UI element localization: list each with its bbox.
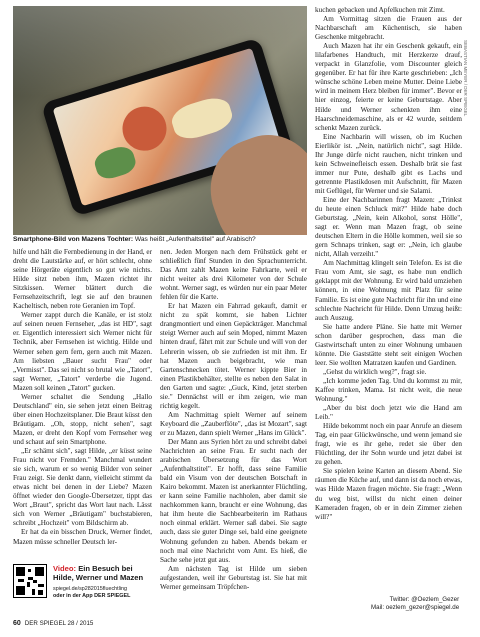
paragraph: „Er schämt sich", sagt Hilde, „er küsst seine Frau nicht vor Fremden." Manchmal wundert sie sich, warum er so wenig Bilder von seiner Frau zeigt. Sie denkt dann, vielleicht stimmt da etwas nicht bei denen in der Liebe? Mazen öffnet wieder den Google-Übersetzer, tippt das Wort „Braut", spricht das Wort laut nach. Lässt sich von Werner „Bräutigam" buchstabieren, schreibt „Hochzeit" vom Bildschirm ab. (13, 447, 152, 528)
article-photo (13, 6, 307, 235)
page-number: 60 (13, 620, 21, 627)
paragraph: Auch Mazen hat ihr ein Geschenk gekauft, ein lilafarbenes Handtuch, mit Herzkerze drauf, verpackt in Glanzfolie, vom Discounter gleich gegenüber. Er hat für ihre Karte geschrieben: „Ich wünsche schöne Leben meine Mutter. Deine Liebe wird in meinem Herz bleiben für immer". Bevor er hier einzog, feierte er keine Geburtstage. Aber Hilde und Werner schenkten ihm eine Haarschneidemaschine, als er 42 wurde, seitdem schenkt Mazen zurück. (315, 42, 462, 132)
video-promo[interactable] (13, 560, 152, 604)
paragraph: „Gehst du wirklich weg?", fragt sie. (323, 367, 427, 376)
photo-caption (13, 236, 313, 244)
paragraph: Er hat da ein bisschen Druck, Werner findet, Mazen müsse schneller Deutsch ler- (13, 528, 152, 546)
screen-fruit-cream (168, 93, 235, 143)
paragraph: Eine Nachbarin will wissen, ob im Kuchen Eierlikör ist. „Nein, natürlich nicht", sagt Hilde. Ihr Junge dürfe nicht rauchen, nicht trinken und kein Schweinefleisch essen. Deshalb brät sie fast immer nur Pute, deshalb gibt es Lachs und getrennte Plastikdosen mit Aufschnitt, für Mazen mit Geflügel, für Werner und sie Salami. (315, 132, 462, 195)
article-column-2 (160, 248, 307, 592)
paragraph: nen. Jeden Morgen nach dem Frühstück geht er schließlich fünf Stunden in den Sprachunterricht. Das Amt zahlt Mazen keine Fahrkarte, weil er nicht weiter als drei Kilometer von der Schule wohnt. Werner sagt, es würden nur ein paar Meter fehlen für die Karte. (160, 248, 307, 302)
paragraph: Hilde bekommt noch ein paar Anrufe an diesem Tag, ein paar Glückwünsche, und wenn jemand sie fragt, wie es ihr gehe, redet sie über den Flüchtling, der ihr Sohn wurde und jetzt dabei ist zu gehen. (315, 422, 462, 467)
paragraph: Werner schaltet die Sendung „Hallo Deutschland" ein, sie sehen jetzt einen Beitrag über einen Hochzeitsplaner. Die Braut küsst den Bräutigam. „Oh, stopp, nicht sehen", sagt Mazen, er dreht den Kopf vom Fernseher weg und schaut auf sein Smartphone. (13, 392, 152, 446)
paragraph: Der Mann aus Syrien hört zu und schreibt dabei Nachrichten an seine Frau. Er sucht nach der arabischen Übersetzung für das Wort „Aufenthaltstitel". Er hofft, dass seine Familie bald ein Visum von der deutschen Botschaft in Kairo bekommt. Mazen ist anerkannter Flüchtling, er kann seine Familie nachholen, aber damit sie nachkommen kann, braucht er eine Wohnung, das hat ihm heute die Sachbearbeiterin im Rathaus noch einmal erklärt. Werner saß dabei. Sie sagte auch, dass sie guter Dinge sei, bald eine geeignete Wohnung gefunden zu haben. Abends bekam er noch mal eine Nachricht vom Amt. Es hieß, die Sache sehe jetzt gut aus. (160, 437, 307, 564)
paragraph: Am Nachmittag spielt Werner auf seinem Keyboard die „Zauberflöte", „das ist Mozart", sagt er zu Mazen, dann spielt Werner „Hans im Glück". (160, 410, 307, 437)
paragraph: „Aber du bist doch jetzt wie die Hand am Leib." (315, 404, 462, 422)
article-column-3 (315, 6, 462, 522)
paragraph: Am nächsten Tag ist Hilde um sieben aufgestanden, weil ihr Geburtstag ist. Sie hat mit Werner gemeinsam Tröpfchen- (160, 564, 307, 591)
caption-lead: Smartphone-Bild von Mazens Tochter: (13, 236, 134, 243)
author-mail[interactable]: Mail: oezlem_gezer@spiegel.de (371, 604, 460, 611)
paragraph: Am Nachmittag klingelt sein Telefon. Es ist die Frau vom Amt, sie sagt, es habe nun endlich geklappt mit der Wohnung. Er wird bald umziehen können, in eine Wohnung mit Platz für seine Familie. Es ist eine gute Nachricht für ihn und eine schlechte Nachricht für Hilde. Denn Umzug heißt: auch Auszug. (315, 259, 462, 322)
paragraph: hilfe und hält die Fernbedienung in der Hand, er dreht die Lautstärke auf, er hört schlecht, ohne seine Hörgeräte eigentlich so gut wie nichts. Hilde sitzt neben ihm, Mazen richtet ihr Sitzkissen. Werner blättert durch die Fernsehzeitschrift, legt sie auf den braunen Kacheltisch, neben rote Geranien im Topf. (13, 248, 152, 311)
video-link-note (53, 586, 173, 599)
qr-code-icon[interactable] (13, 564, 47, 598)
paragraph: kuchen gebacken und Apfelkuchen mit Zimt. (315, 6, 445, 14)
issue-label: DER SPIEGEL 28 / 2015 (24, 620, 94, 627)
video-title[interactable] (53, 564, 153, 582)
paragraph: „Ich komme jeden Tag. Und du kommst zu mir, Kaffee trinken, Mama. Ist nicht weit, die neue Wohnung." (315, 376, 462, 404)
paragraph: Sie hatte andere Pläne. Sie hatte mit Werner schon darüber gesprochen, dass man die Gastwirtschaft unten zu einer Wohnung umbauen könnte. Die Gaststätte steht seit einigen Wochen leer. Sie wollten Matratzen kaufen und Gardinen. (315, 322, 462, 367)
video-app-note: oder in der App DER SPIEGEL (53, 592, 131, 599)
twitter-handle[interactable]: Twitter: @Oezlem_Gezer (389, 596, 460, 603)
paragraph: Er hat Mazen ein Fahrrad gekauft, damit er nicht zu spät kommt, sie haben Lichter drangmontiert und einen Gepäckträger. Manchmal steigt Werner auch auf sein Moped, nimmt Mazen hinten drauf, fährt mit zur Schule und will von der Lehrerin wissen, ob sie zufrieden ist mit ihm. Er hat Mazen auch beigebracht, wie man Gartenschnecken tötet. Werner kippte Bier in einen Plastikbehälter, stellte es neben den Salat in den Garten und sagte: „Guck, Kind, jetzt sterben sie." Dennächst will er ihm zeigen, wie man richtig kegelt. (160, 302, 307, 410)
author-contact (371, 596, 459, 612)
video-label: Video: (53, 564, 77, 573)
screen-fruit-green (92, 143, 138, 181)
video-title-text: Ein Besuch bei Hilde, Werner und Mazen (53, 564, 144, 582)
article-column-1 (13, 248, 152, 547)
video-link[interactable]: spiegel.de/sp282015fluechtling (53, 586, 128, 592)
paragraph: Eine der Nachbarinnen fragt Mazen: „Trinkst du heute einen Schluck mit?" Hilde habe doch Geburtstag. „Nein, kein Alkohol, sonst Hölle", sagt er. Wenn man Mazen fragt, ob seine deutschen Eltern in die Hölle kommen, weil sie so gern Schnaps trinken, sagt er: „Nein, ich glaube nicht, Allah verzeiht." (315, 195, 462, 259)
caption-text: Was heißt „Aufenthaltstitel" auf Arabisch? (133, 236, 256, 243)
paragraph: Sie spielen keine Karten an diesem Abend. Sie räumen die Küche auf, und dann ist da noch etwas, was Hilde Mazen fragen möchte. Sie fragt: „Wenn du weg bist, willst du nicht einen deiner Kameraden fragen, ob er in dein Zimmer ziehen will?" (315, 467, 462, 521)
photo-credit: SEBASTIAN MEYER / DER SPIEGEL (463, 40, 468, 117)
paragraph: Am Vormittag sitzen die Frauen aus der Nachbarschaft am Küchentisch, sie haben Geschenke mitgebracht. (315, 15, 462, 42)
paragraph: Werner zappt durch die Kanäle, er ist stolz auf seinen neuen Fernseher, „das ist HD", sagt er. Eigentlich interessiert sich Werner nicht für Technik, aber Fernsehen ist wichtig. Hilde und Werner sehen gern fern, gern auch mit Mazen. Am liebsten „Bauer sucht Frau" oder „Vermisst". Das sei nicht so brutal wie „Tatort", sagt Werner, „Tatort" verderbe die Jugend. Mazen soll keinen „Tatort" gucken. (13, 311, 152, 392)
page-footer (13, 620, 93, 627)
